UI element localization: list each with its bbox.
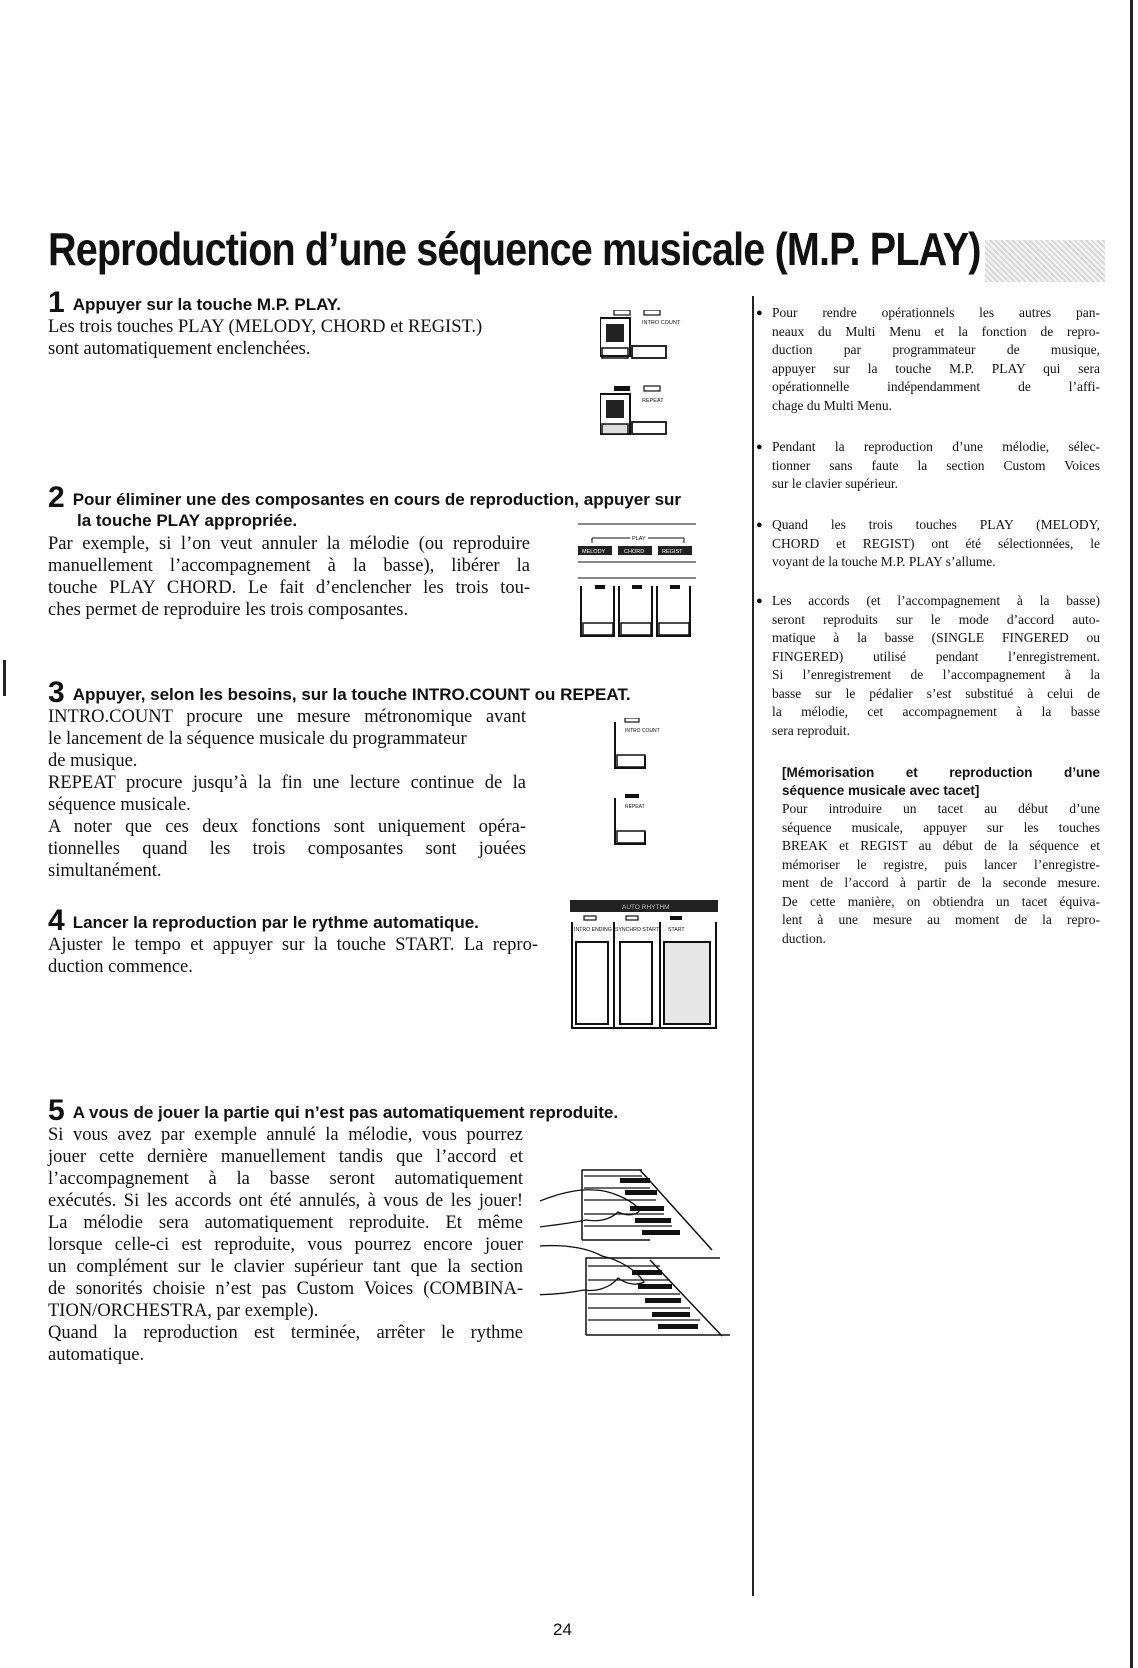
intro-count-label: INTRO COUNT — [625, 728, 660, 734]
start-label: START — [668, 927, 685, 933]
memo-line: De cette manière, on obtiendra un tacet équiva- — [782, 893, 1100, 909]
melody-label: MELODY — [582, 549, 606, 555]
note-line: Pour rendre opérationnels les autres pan- — [772, 305, 1100, 320]
step-line: le lancement de la séquence musicale du programmateur — [48, 729, 467, 749]
note-line: appuyer sur la touche M.P. PLAY qui sera — [772, 360, 1100, 376]
step-heading: A vous de jouer la partie qui n’est pas automatiquement reproduite. — [72, 1103, 619, 1122]
step-line: TION/ORCHESTRA, par exemple). — [48, 1301, 319, 1321]
intro-count-label: INTRO COUNT — [642, 320, 681, 326]
note-line: chage du Multi Menu. — [772, 397, 892, 413]
memo-line: séquence musicale, appuyer sur les touches — [782, 819, 1100, 835]
memo-line: lent à une mesure au moment de la repro- — [782, 912, 1100, 927]
step-heading: Appuyer sur la touche M.P. PLAY. — [72, 295, 341, 314]
step-number: 2 — [48, 481, 65, 514]
memo-line: mémoriser le registre, puis lancer l’enregistre- — [782, 856, 1100, 872]
bullet-icon: ● — [756, 519, 763, 531]
note-line: Pendant la reproduction d’une mélodie, sélec- — [772, 439, 1100, 454]
note-line: opérationnelle indépendamment de l’affi- — [772, 379, 1100, 394]
note-line: sera reproduit. — [772, 722, 850, 738]
intro-repeat-illustration — [613, 718, 663, 846]
step-line: lorsque celle-ci est reproduite, vous pourrez encore jouer — [48, 1235, 523, 1255]
step-1 — [48, 286, 548, 360]
memo-heading-cont: séquence musicale avec tacet] — [782, 783, 980, 798]
step-line: INTRO.COUNT procure une mesure métronomique avant — [48, 707, 526, 727]
step-line: séquence musicale. — [48, 795, 191, 815]
note-line: Les accords (et l’accompagnement à la basse) — [772, 593, 1100, 608]
page-title: Reproduction d’une séquence musicale (M.P. PLAY) — [48, 223, 981, 275]
step-line: La mélodie sera automatiquement reproduite. Et même — [48, 1213, 523, 1233]
keyboard-hands-illustration — [540, 1160, 740, 1340]
step-line: de musique. — [48, 751, 138, 771]
step-line: Ajuster le tempo et appuyer sur la touche START. La repro- — [48, 935, 538, 955]
memo-line: BREAK et REGIST au début de la séquence et — [782, 838, 1100, 853]
step-line: Les trois touches PLAY (MELODY, CHORD et REGIST.) — [48, 317, 483, 337]
chord-label: CHORD — [624, 549, 645, 555]
memo-heading: [Mémorisation et reproduction d’une — [782, 765, 1100, 780]
title-shading — [985, 240, 1105, 282]
step-number: 5 — [48, 1094, 65, 1127]
note-line: neaux du Multi Menu et la fonction de repro- — [772, 323, 1100, 339]
auto-rhythm-illustration — [570, 900, 720, 1030]
note-line: FINGERED) utilisé pendant l’enregistrement. — [772, 648, 1100, 664]
note-line: Quand les trois touches PLAY (MELODY, — [772, 517, 1100, 532]
note-line: duction par programmateur de musique, — [772, 342, 1100, 357]
memo-line: duction. — [782, 930, 826, 946]
step-line: tionnelles quand les trois composantes sont jouées — [48, 839, 526, 859]
step-line: A noter que ces deux fonctions sont uniquement opéra- — [48, 817, 526, 837]
bullet-icon: ● — [756, 441, 763, 453]
note-3 — [756, 516, 1100, 572]
play-buttons-illustration — [578, 522, 698, 642]
step-line: sont automatiquement enclenchées. — [48, 339, 311, 359]
step-line: duction commence. — [48, 957, 193, 977]
column-divider — [752, 296, 754, 1596]
step-line: jouer cette dernière manuellement tandis que l’accord et — [48, 1147, 523, 1167]
step-line: REPEAT procure jusqu’à la fin une lecture continue de la — [48, 773, 526, 793]
note-line: voyant de la touche M.P. PLAY s’allume. — [772, 554, 996, 569]
step-number: 1 — [48, 286, 65, 319]
note-line: Si l’enregistrement de l’accompagnement à la — [772, 667, 1100, 682]
step-line: de sonorités choisie n’est pas Custom Voices (COMBINA- — [48, 1279, 523, 1299]
note-line: la mélodie, cet accompagnement à la basse — [772, 704, 1100, 719]
mp-play-panel-illustration — [600, 310, 686, 440]
repeat-label: REPEAT — [625, 804, 645, 810]
note-2 — [756, 438, 1100, 494]
memo-section — [782, 764, 1100, 948]
step-heading: Pour éliminer une des composantes en cours de reproduction, appuyer sur — [72, 490, 682, 509]
note-line: sur le clavier supérieur. — [772, 476, 898, 491]
step-4 — [48, 904, 538, 978]
note-line: matique à la basse (SINGLE FINGERED ou — [772, 630, 1100, 645]
note-line: seront reproduits sur le mode d’accord auto- — [772, 611, 1100, 627]
page-edge — [1130, 0, 1133, 1668]
step-heading-cont: la touche PLAY appropriée. — [77, 511, 298, 530]
step-line: manuellement l’accompagnement à la basse), libérer la — [48, 556, 530, 576]
auto-rhythm-label: AUTO RHYTHM — [622, 904, 670, 911]
step-line: simultanément. — [48, 861, 162, 881]
step-heading: Appuyer, selon les besoins, sur la touche INTRO.COUNT ou REPEAT. — [72, 685, 631, 704]
step-line: touche PLAY CHORD. Le fait d’enclencher les trois tou- — [48, 578, 530, 598]
intro-ending-label: INTRO ENDING — [574, 927, 612, 933]
step-line: automatique. — [48, 1345, 145, 1365]
page-number: 24 — [553, 1620, 572, 1639]
memo-line: ment de l’accord à partir de la seconde mesure. — [782, 875, 1100, 890]
note-line: tionner sans faute la section Custom Voices — [772, 457, 1100, 473]
synchro-start-label: SYNCHRO START — [615, 927, 659, 933]
step-line: Par exemple, si l’on veut annuler la mélodie (ou reproduire — [48, 534, 530, 554]
play-label: PLAY — [632, 536, 646, 542]
step-line: Si vous avez par exemple annulé la mélodie, vous pourrez — [48, 1125, 523, 1145]
note-4 — [756, 592, 1100, 740]
bullet-icon: ● — [756, 595, 763, 607]
note-line: basse sur le pédalier s’est substitué à celui de — [772, 685, 1100, 701]
memo-line: Pour introduire un tacet au début d’une — [782, 801, 1100, 816]
repeat-label: REPEAT — [642, 398, 664, 404]
step-line: l’accompagnement à la basse seront automatiquement — [48, 1169, 523, 1189]
bullet-icon: ● — [756, 307, 763, 319]
note-line: CHORD et REGIST) ont été sélectionnées, le — [772, 535, 1100, 551]
step-line: ches permet de reproduire les trois composantes. — [48, 600, 409, 620]
binding-mark — [3, 660, 6, 696]
step-number: 4 — [48, 904, 65, 937]
step-number: 3 — [48, 676, 65, 709]
step-line: exécutés. Si les accords ont été annulés, à vous de les jouer! — [48, 1191, 523, 1211]
step-heading: Lancer la reproduction par le rythme automatique. — [72, 913, 479, 932]
note-1 — [756, 304, 1100, 415]
step-line: un complément sur le clavier supérieur tant que la section — [48, 1257, 523, 1277]
regist-label: REGIST — [662, 549, 683, 555]
step-line: Quand la reproduction est terminée, arrêter le rythme — [48, 1323, 523, 1343]
